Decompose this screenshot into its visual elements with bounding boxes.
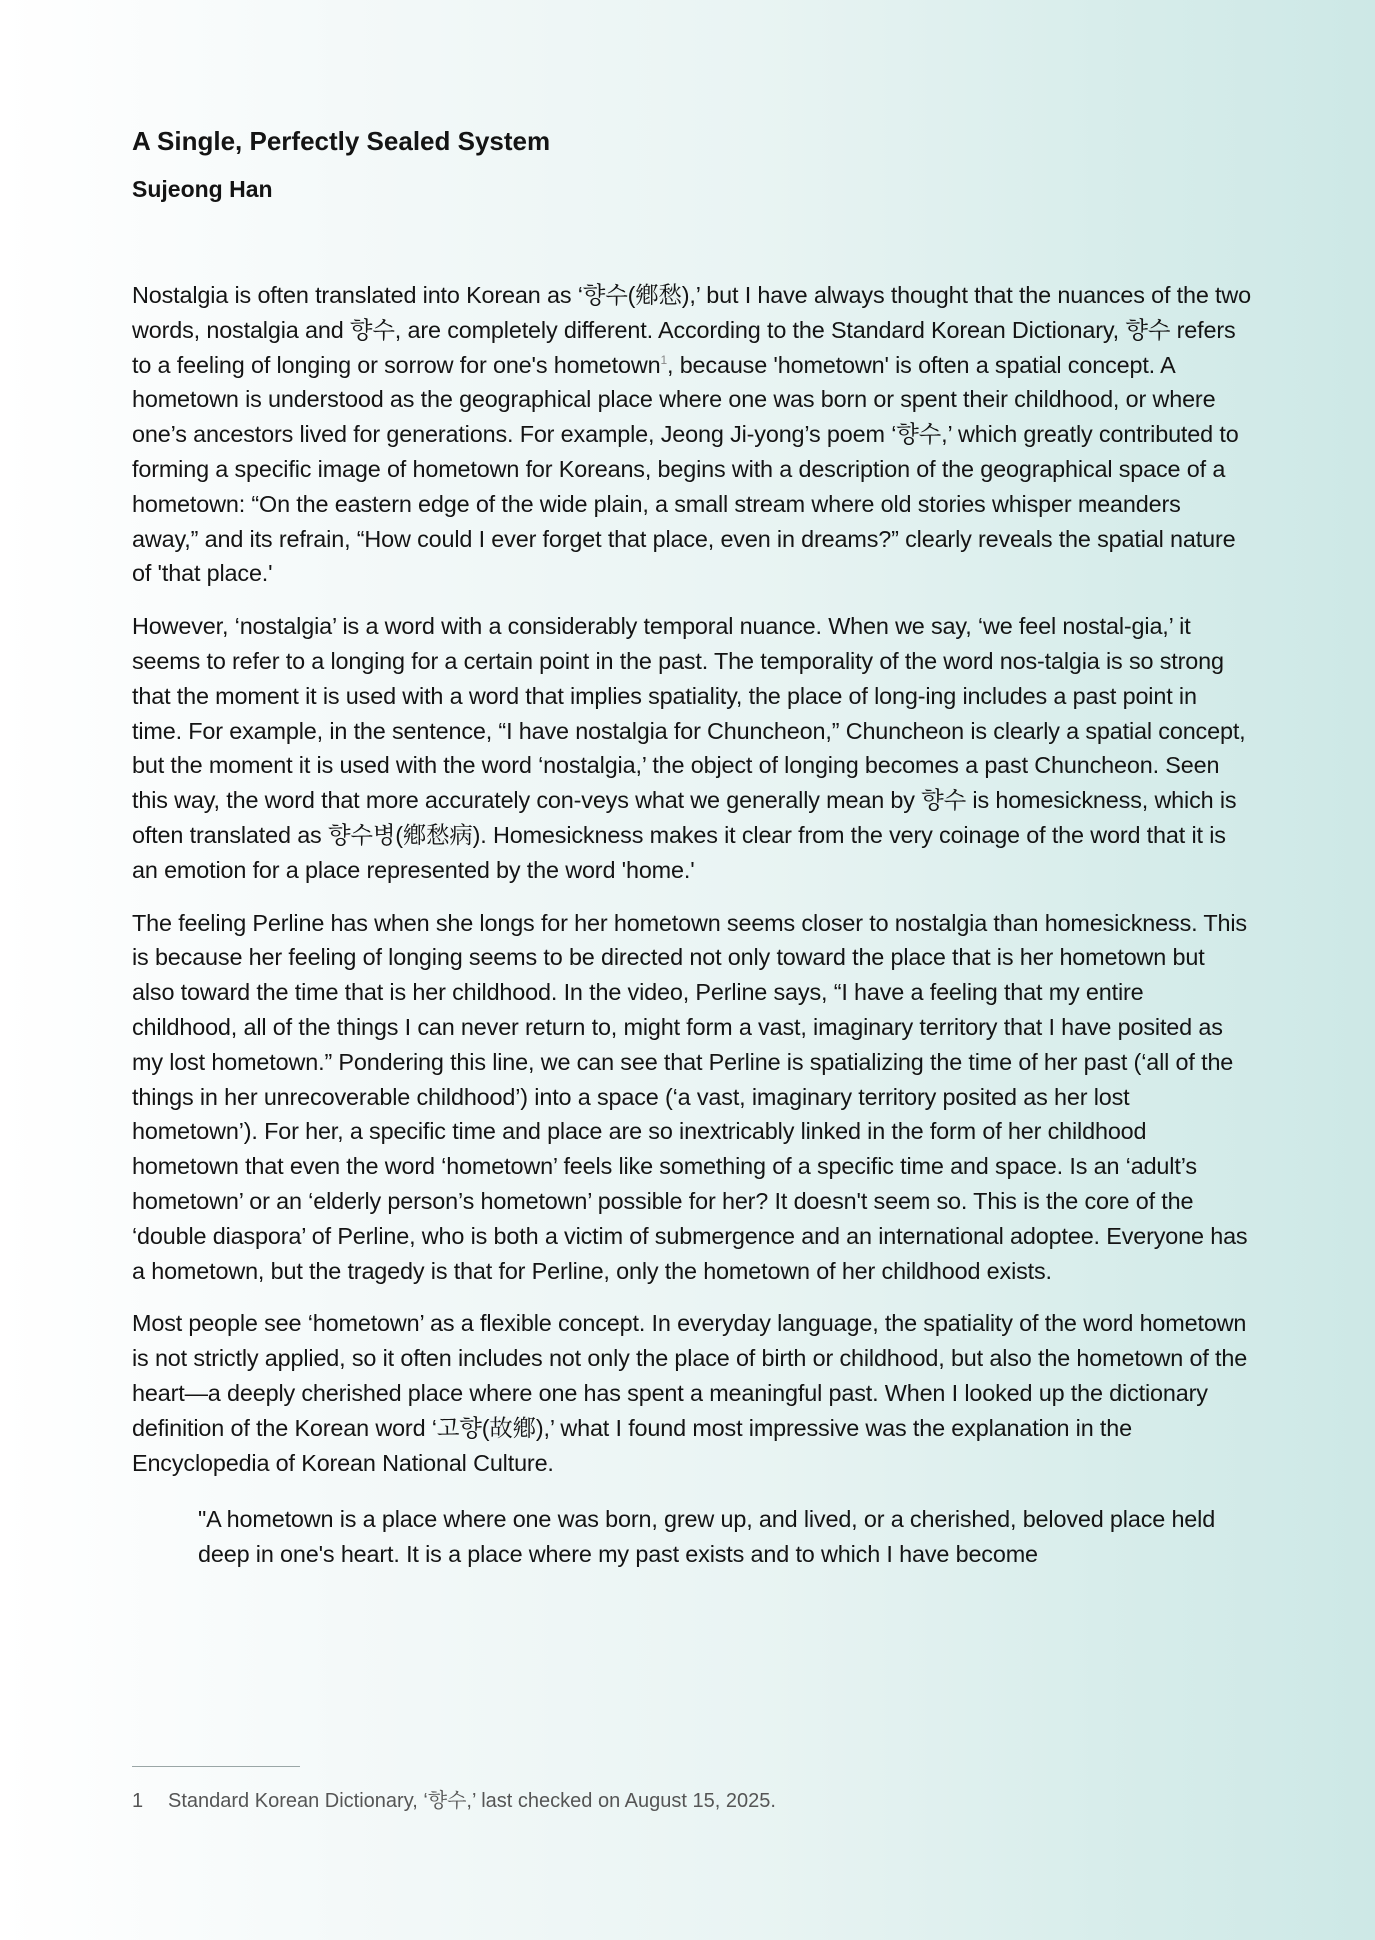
footnote-number: 1 xyxy=(132,1790,144,1812)
paragraph-1-text-b: , because 'hometown' is often a spatial concept. A hometown is understood as the geographical place where one was born or spent their childhood, or where one’s ancestors lived for generations. For example, Jeong Ji-yong’s poem ‘향수,’ which greatly contributed to forming a specific image of hometown for Koreans, begins with a description of the geographical space of a hometown: “On the eastern edge of the wide plain, a small stream where old stories whisper meanders away,” and its refrain, “How could I ever forget that place, even in dreams?” clearly reveals the spatial nature of 'that place.' xyxy=(132,351,1239,587)
footnote-reference-link[interactable]: 1 xyxy=(660,352,667,367)
paragraph-3: The feeling Perline has when she longs for her hometown seems closer to nostalgia than homesickness. This is because her feeling of longing seems to be directed not only toward the place that is her hometown but also toward the time that is her childhood. In the video, Perline says, “I have a feeling that my entire childhood, all of the things I can never return to, might form a vast, imaginary territory that I have posited as my lost hometown.” Pondering this line, we can see that Perline is spatializing the time of her past (‘all of the things in her unrecoverable childhood’) into a space (‘a vast, imaginary territory posited as her lost hometown’). For her, a specific time and place are so inextricably linked in the form of her childhood hometown that even the word ‘hometown’ feels like something of a specific time and space. Is an ‘adult’s hometown’ or an ‘elderly person’s hometown’ possible for her? It doesn't seem so. This is the core of the ‘double diaspora’ of Perline, who is both a victim of submergence and an international adoptee. Everyone has a hometown, but the tragedy is that for Perline, only the hometown of her childhood exists. xyxy=(132,909,1248,1284)
document-title: A Single, Perfectly Sealed System xyxy=(132,126,551,156)
paragraph-4: Most people see ‘hometown’ as a flexible concept. In everyday language, the spatiality of the word hometown is not strictly applied, so it often includes not only the place of birth or childhood, but also the hometown of the heart—a deeply cherished place where one has spent a meaningful past. When I looked up the dictionary definition of the Korean word ‘고향(故鄕),’ what I found most impressive was the explanation in the Encyclopedia of Korean National Culture. xyxy=(132,1310,1248,1476)
paragraph-2: However, ‘nostalgia’ is a word with a considerably temporal nuance. When we say, ‘we feel nostal-gia,’ it seems to refer to a longing for a certain point in the past. The temporality of the word nos-talgia is so strong that the moment it is used with a word that implies spatiality, the place of long-ing includes a past point in time. For example, in the sentence, “I have nostalgia for Chuncheon,” Chuncheon is clearly a spatial concept, but the moment it is used with the word ‘nostalgia,’ the object of longing becomes a past Chuncheon. Seen this way, the word that more accurately con-veys what we generally mean by 향수 is homesickness, which is often translated as 향수병(鄕愁病). Homesickness makes it clear from the very coinage of the word that it is an emotion for a place represented by the word 'home.' xyxy=(132,613,1246,883)
footnote-text: Standard Korean Dictionary, ‘향수,’ last checked on August 15, 2025. xyxy=(168,1790,776,1812)
paragraph-1-text-a: Nostalgia is often translated into Korean as ‘향수(鄕愁),’ but I have always thought that the nuances of the two words, nostalgia and 향수, are completely different. According to the Standard Korean Dictionary, 향수 refers to a feeling of longing or sorrow for one's hometown xyxy=(132,282,1252,378)
document-body xyxy=(132,278,1252,1572)
footnote-1 xyxy=(132,1787,1232,1815)
footnotes xyxy=(132,1766,1232,1815)
footnote-divider xyxy=(132,1766,300,1767)
document-page xyxy=(132,122,1252,1572)
block-quote: "A hometown is a place where one was born, grew up, and lived, or a cherished, beloved place held deep in one's heart. It is a place where my past exists and to which I have become xyxy=(198,1506,1216,1568)
author-name: Sujeong Han xyxy=(132,176,273,202)
paragraph-1 xyxy=(132,278,1252,591)
